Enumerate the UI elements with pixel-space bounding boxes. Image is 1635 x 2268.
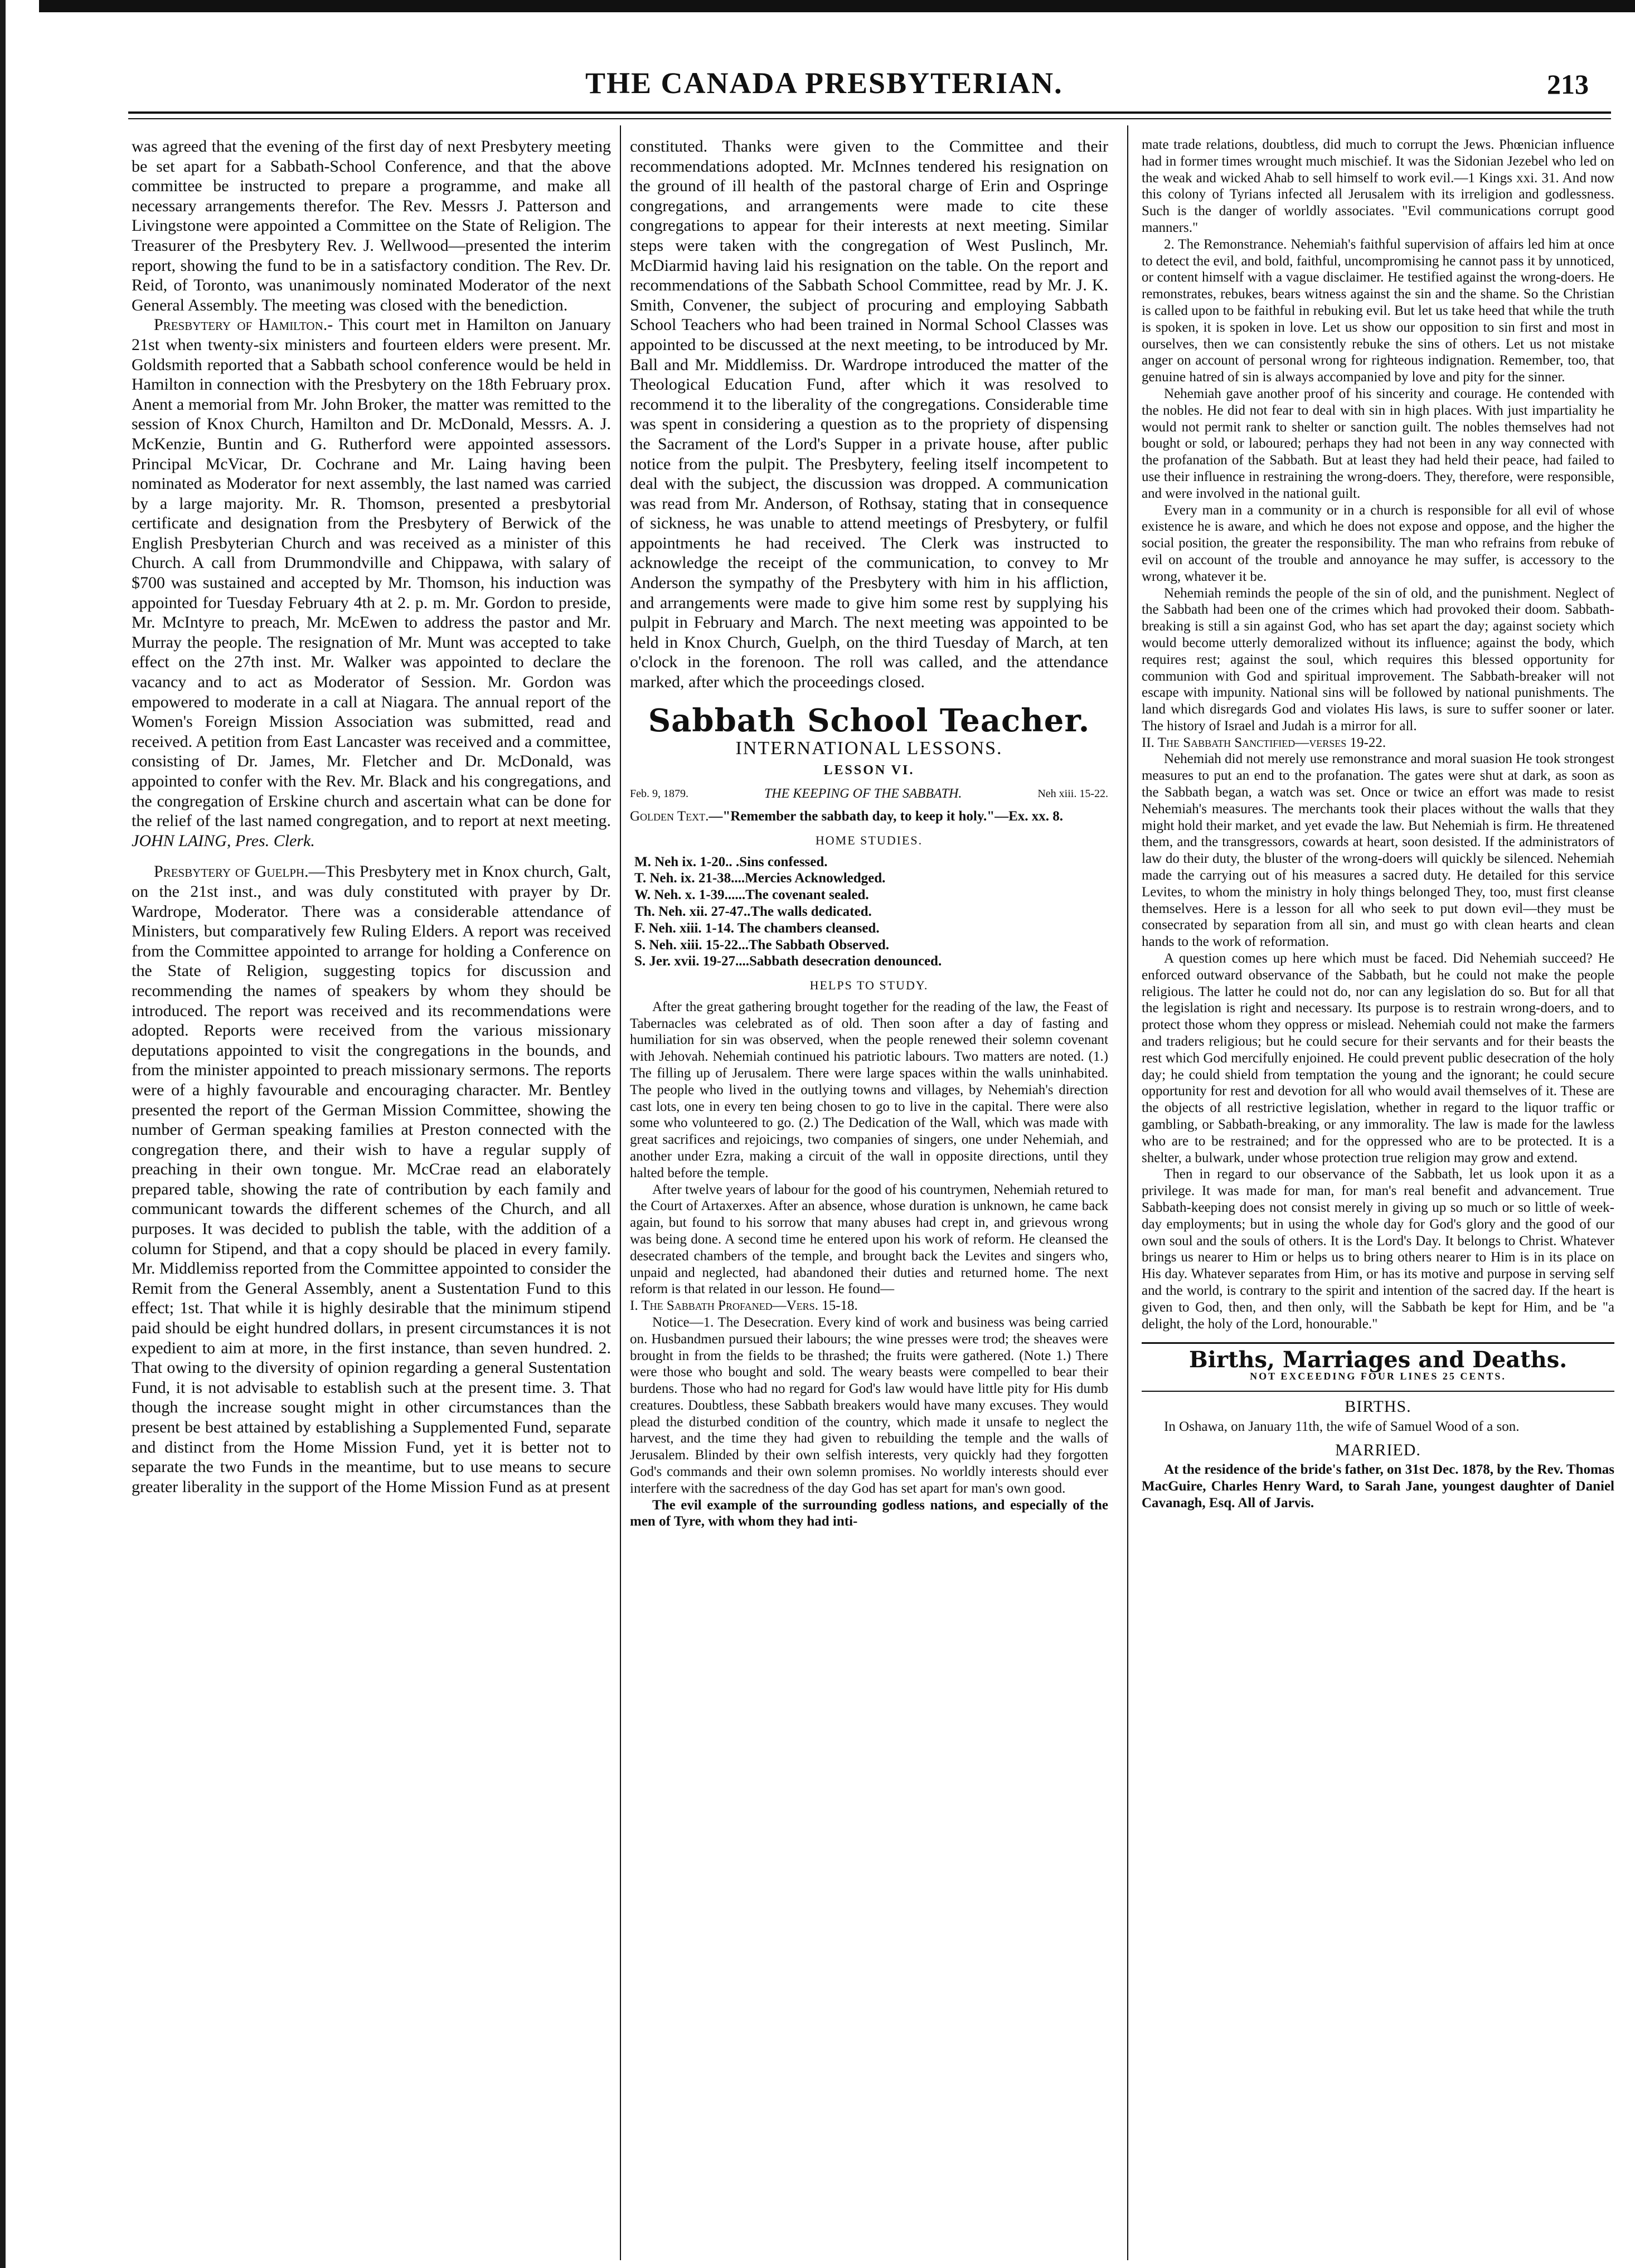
list-item: S. Neh. xiii. 15-22...The Sabbath Observed. xyxy=(634,937,890,953)
golden-label: Golden Text. xyxy=(630,809,709,824)
list-item: M. Neh ix. 1-20.. .Sins confessed. xyxy=(634,854,828,870)
married-heading: MARRIED. xyxy=(1335,1440,1421,1459)
paragraph: After the great gathering brought together for the reading of the law, the Feast of Tabernacles was celebrated as of old. Then soon after a day of fasting and humiliation for sin was observed, when the people renewed their solemn covenant with Jehovah. Nehemiah continued his patriotic labours. Two matters are noted. (1.) The filling up of Jerusalem. There were large spaces within the walls uninhabited. The people who lived in the outlying towns and villages, by Nehemiah's direction cast lots, one in every ten being chosen to go to live in the capital. There were also some who volunteered to go. (2.) The Dedication of the Wall, which was made with great sacrifices and rejoicings, two companies of singers, one under Nehemiah, and another under Ezra, making a circuit of the wall in opposite directions, until they halted before the temple. xyxy=(630,999,1108,1181)
top-border-bar xyxy=(39,0,1635,12)
paragraph: The evil example of the surrounding godless nations, and especially of the men of Tyre, with whom they had inti- xyxy=(630,1497,1108,1529)
paragraph: Nehemiah did not merely use remonstrance and moral suasion He took strongest measures to put an end to the profanation. The gates were shut at dark, as soon as the Sabbath began, a watch was set. Once or twice an effort was made to resist Nehemiah's measures. The merchants took their places without the walls that they might hold their market, and yet evade the law. But Nehemiah is firm. He threatened them, and the transgressors, cowards at heart, soon desisted. If the administrators of law do their duty, the bluster of the wrong-doers will quickly be silenced. Nehemiah made the carrying out of his measures a sacred duty. He detailed for this service Levites, to whom the ministry in holy things belonged They, too, must first cleanse themselves. Here is a lesson for all who seek to put down evil—they must be consecrated by separation from all sin, and must go with clean hearts and clean hands to the work of reformation. xyxy=(1142,751,1614,950)
list-item: T. Neh. ix. 21-38....Mercies Acknowledged. xyxy=(634,871,886,886)
golden-text xyxy=(630,808,1108,825)
paragraph: Notice—1. The Desecration. Every kind of work and business was being carried on. Husbandmen pursued their labours; the wine presses were trod; the sheaves were brought in from the fields to be thrashed; the fruits were gathered. (Note 1.) There were those who bought and sold. The weary beasts were compelled to bear their burdens. Those who had no regard for God's law would have little pity for His dumb creatures. Doubtless, these Sabbath breakers would have many excuses. They would plead the disturbed condition of the country, which made it unsafe to neglect the harvest, and the time they had given to rebuilding the temple and the walls of Jerusalem. Blinded by their own selfish interests, very quickly had they forgotten God's commands and their own solemn promises. No worldly interests should ever interfere with the sacredness of the day God has set apart for man's own good. xyxy=(630,1314,1108,1496)
home-studies-heading: HOME STUDIES. xyxy=(815,833,923,847)
paragraph: mate trade relations, doubtless, did much to corrupt the Jews. Phœnician influence had in former times wrought much mischief. It was the Sidonian Jezebel who led on the weak and wicked Ahab to sell himself to work evil.—1 Kings xxi. 31. And now this colony of Tyrians infected all Jerusalem with its irreligion and godlessness. Such is the danger of worldly associates. "Evil communications corrupt good manners." xyxy=(1142,137,1614,235)
paragraph: constituted. Thanks were given to the Committee and their recommendations adopted. Mr. McInnes tendered his resignation on the ground of ill health of the pastoral charge of Erin and Ospringe congregations, and arrangements were made to cite these congregations to appear for their interests at next meeting. Similar steps were taken with the congregation of West Puslinch, Mr. McDiarmid having laid his resignation on the table. On the report and recommendations of the Sabbath School Committee, read by Mr. J. K. Smith, Convener, the subject of procuring and employing Sabbath School Teachers who had been trained in Normal School Classes was appointed to be discussed at the next meeting, to be introduced by Mr. Ball and Mr. Middlemiss. Dr. Wardrope introduced the matter of the Theological Education Fund, after which it was resolved to recommend it to the liberality of the congregations. Considerable time was spent in considering a question as to the propriety of dispensing the Sacrament of the Lord's Supper in a private house, after public notice from the pulpit. The Presbytery, feeling itself incompetent to deal with the subject, the discussion was dropped. A communication was read from Mr. Anderson, of Rothsay, stating that in consequence of sickness, he was unable to attend meetings of Presbytery, or fulfil appointments he had received. The Clerk was instructed to acknowledge the receipt of the communication, to convey to Mr Anderson the sympathy of the Presbytery with him in his affliction, and arrangements were made to give him some rest by supplying his pulpit in February and March. The next meeting was appointed to be held in Knox Church, Guelph, on the third Tuesday of March, at ten o'clock in the forenoon. The roll was called, and the attendance marked, after which the proceedings closed. xyxy=(630,137,1108,692)
signature: JOHN LAING, Pres. Clerk. xyxy=(132,831,315,850)
section-heading: II. The Sabbath Sanctified—verses 19-22. xyxy=(1142,735,1386,750)
lesson-line xyxy=(630,786,1108,803)
section-divider xyxy=(1142,1391,1614,1392)
helps-heading: HELPS TO STUDY. xyxy=(809,978,929,993)
column-3 xyxy=(1142,137,1614,1512)
page-number: 213 xyxy=(1547,69,1589,100)
lesson-number: LESSON VI. xyxy=(823,763,915,778)
column-2 xyxy=(630,137,1108,1530)
list-item: W. Neh. x. 1-39......The covenant sealed. xyxy=(634,887,869,903)
list-item: F. Neh. xiii. 1-14. The chambers cleansed. xyxy=(634,920,880,936)
bmd-heading: Births, Marriages and Deaths. xyxy=(1188,1347,1568,1373)
married-notice: At the residence of the bride's father, on 31st Dec. 1878, by the Rev. Thomas MacGuire, Charles Henry Ward, to Sarah Jane, youngest daughter of Daniel Cavanagh, Esq. All of Jarvis. xyxy=(1142,1462,1614,1511)
section-lead: Presbytery of Guelph. xyxy=(154,862,309,881)
lessons-title: INTERNATIONAL LESSONS. xyxy=(735,738,1003,759)
paragraph: 2. The Remonstrance. Nehemiah's faithful supervision of affairs led him at once to detect the evil, and bold, faithful, uncompromising he cannot pass it by unnoticed, or content himself with a vague disclaimer. He testified against the wrong-doers. He remonstrates, rebukes, bears witness against the sin and the shame. So the Christian is called upon to be faithful in rebuking evil. But let us take heed that while the truth is spoken, it is spoken in love. Let us show our opposition to sin first and most in ourselves, then we can consistently rebuke the sins of others. Let us not mistake anger on account of personal wrong for righteous indignation. Remember, too, that genuine hatred of sin is always accompanied by love and pity for the sinner. xyxy=(1142,236,1614,385)
paragraph: Nehemiah gave another proof of his sincerity and courage. He contended with the nobles. He did not fear to deal with sin in high places. With just impartiality he would not permit rank to shelter or sanction guilt. The nobles themselves had not bought or sold, or laboured; perhaps they had not been in any way connected with the profanation of the Sabbath. But at least they had held their peace, had failed to use their influence in restraining the wrong-doers. They, therefore, were responsible, and were involved in the national guilt. xyxy=(1142,386,1614,501)
paragraph: Every man in a community or in a church is responsible for all evil of whose existence he is aware, and which he does not expose and oppose, and the higher the social position, the greater the responsibility. The man who refrains from rebuke of evil on account of the trouble and annoyance he may suffer, is accessory to the wrong, whatever it be. xyxy=(1142,502,1614,584)
paragraph xyxy=(132,862,611,1497)
bmd-subheading: NOT EXCEEDING FOUR LINES 25 CENTS. xyxy=(1250,1371,1506,1382)
header-rule xyxy=(128,111,1611,114)
paragraph: Nehemiah reminds the people of the sin of old, and the punishment. Neglect of the Sabbath had been one of the crimes which had provoked their doom. Sabbath-breaking is still a sin against God, who has set apart the day; against society which would become utterly demoralized without its influence; against the body, which requires rest; against the soul, which requires this blessed opportunity for communion with God and spiritual improvement. The Sabbath-breaker will not escape with impunity. National sins will be followed by national punishments. The land which disregards God and violates His laws, is sure to suffer sooner or later. The history of Israel and Judah is a mirror for all. xyxy=(1142,585,1614,734)
home-studies-list xyxy=(634,854,1108,970)
paragraph: After twelve years of labour for the good of his countrymen, Nehemiah retured to the Court of Artaxerxes. After an absence, whose duration is unknown, he came back again, but found to his sorrow that many abuses had crept in, and grievous wrong was being done. A second time he entered upon his work of reform. He cleansed the desecrated chambers of the temple, and brought back the Levites and singers who, unpaid and neglected, had abandoned their duties and returned home. The next reform is that related in our lesson. He found— xyxy=(630,1182,1108,1297)
golden-text-body: —"Remember the sabbath day, to keep it holy."—Ex. xx. 8. xyxy=(709,809,1064,824)
births-notice: In Oshawa, on January 11th, the wife of Samuel Wood of a son. xyxy=(1164,1419,1520,1434)
section-lead: Presbytery of Hamilton. xyxy=(154,315,328,334)
column-rule-1 xyxy=(620,125,621,2260)
paragraph: Then in regard to our observance of the Sabbath, let us look upon it as a privilege. It was made for man, for man's real benefit and advancement. True Sabbath-keeping does not consist merely in giving up so much or so little of week-day employments; but in using the whole day for God's glory and the good of our own soul and the souls of others. It is the Lord's Day. It belongs to Christ. Whatever brings us nearer to Him or helps us to bring others nearer to Him is in its place on His day. Whatever separates from Him, or has its motive and purpose in serving self and the world, is contrary to the spirit and intention of the sacred day. If the heart is given to God, then, and then only, will the Sabbath be kept for Him, and be "a delight, the holy of the Lord, honourable." xyxy=(1142,1167,1614,1332)
helps-body xyxy=(630,999,1108,1531)
section-divider xyxy=(1142,1342,1614,1344)
paragraph: was agreed that the evening of the first day of next Presbytery meeting be set apart for a Sabbath-School Conference, and that the above committee be instructed to prepare a programme, and make all necessary arrangements therefor. The Rev. Messrs J. Patterson and Livingstone were appointed a Committee on the State of Religion. The Treasurer of the Presbytery Rev. J. Wellwood—presented the interim report, showing the fund to be in a satisfactory condition. The Rev. Dr. Reid, of Toronto, was unanimously nominated Moderator of the next General Assembly. The meeting was closed with the benediction. xyxy=(132,137,611,314)
section-banner: Sabbath School Teacher. xyxy=(648,702,1090,739)
lesson-name: THE KEEPING OF THE SABBATH. xyxy=(764,786,962,802)
list-item: Th. Neh. xii. 27-47..The walls dedicated. xyxy=(634,904,872,919)
running-title: THE CANADA PRESBYTERIAN. xyxy=(585,66,1063,100)
paragraph-text: - This court met in Hamilton on January 21st when twenty-six ministers and fourteen elders were present. Mr. Goldsmith reported that a Sabbath school conference would be held in Hamilton in connection with the Presbytery on the 18th February prox. Anent a memorial from Mr. John Broker, the matter was remitted to the session of Knox Church, Hamilton and Dr. McDonald, Messrs. A. J. McKenzie, Buntin and G. Rutherford were appointed assessors. Principal McVicar, Dr. Cochrane and Mr. Laing having been nominated as Moderator for next assembly, the last named was carried by a large majority. Mr. R. Thomson, presented a presbytorial certificate and designation from the Presbytery of Berwick of the English Presbyterian Church and was received as a minister of this Church. A call from Drummondville and Chippawa, with salary of $700 was sustained and accepted by Mr. Thomson, his induction was appointed for Tuesday February 4th at 2. p. m. Mr. Gordon to preside, Mr. McIntyre to preach, Mr. McEwen to address the pastor and Mr. Murray the people. The resignation of Mr. Munt was accepted to take effect on the 27th inst. Mr. Walker was appointed to declare the vacancy and to act as Moderator of Session. Mr. Gordon was empowered to moderate in a call at Niagara. The annual report of the Women's Foreign Mission Association was submitted, read and received. A petition from East Lancaster was received and a committee, consisting of Dr. James, Mr. Fletcher and Dr. McDonald, was appointed to confer with the Rev. Mr. Black and his congregations, and the congregation of Erskine church and ascertain what can be done for the relief of the last named congregation, and to report at next meeting. xyxy=(132,315,611,831)
paragraph: A question comes up here which must be faced. Did Nehemiah succeed? He enforced outward observance of the Sabbath, but he could not make the people religious. The latter he could not do, nor can any legislation do so. But for all that the legislation is right and necessary. Its purpose is to restrain wrong-doers, and to protect those whom they oppress or mislead. Nehemiah could not make the farmers and traders religious; but he could secure for their servants and for their beasts the rest which God mercifully enjoined. He could prevent public desecration of the holy day; he could shield from temptation the young and the ignorant; he could secure opportunity for rest and devotion for all who would avail themselves of it. These are the objects of all restrictive legislation, whether in regard to the liquor traffic or gambling, or Sabbath-breaking, or any immorality. The law is made for the lawless who are to be restrained; and for the oppressed who are to be protected. It is a shelter, a bulwark, under whose protection true religion may grow and extend. xyxy=(1142,951,1614,1165)
header-rule-thin xyxy=(128,118,1611,119)
page-edge-rule xyxy=(0,0,6,2268)
column-1 xyxy=(132,137,611,1497)
section-heading: I. The Sabbath Profaned—Vers. 15-18. xyxy=(630,1298,858,1314)
column-rule-2 xyxy=(1127,125,1128,2260)
paragraph-text: —This Presbytery met in Knox church, Galt, on the 21st inst., and was duly constituted with prayer by Dr. Wardrope, Moderator. There was a considerable attendance of Ministers, but comparatively few Ruling Elders. A report was received from the Committee appointed to arrange for holding a Conference on the State of Religion, suggesting topics for discussion and recommending the names of speakers by whom they should be introduced. The report was received and its recommendations were adopted. Reports were received from the various missionary deputations appointed to visit the congregations in the bounds, and from the minister appointed to preach missionary sermons. The reports were of a highly favourable and encouraging character. Mr. Bentley presented the report of the German Mission Committee, showing the number of German speaking families at Preston connected with the congregation there, and their wish to have a regular supply of preaching in their own tongue. Mr. McCrae read an elaborately prepared table, showing the rate of contribution by each family and communicant towards the different schemes of the Church, and all purposes. It was decided to publish the table, with the addition of a column for Stipend, and that a copy should be placed in every family. Mr. Middlemiss reported from the Committee appointed to consider the Remit from the General Assembly, anent a Sustentation Fund to this effect; 1st. That while it is highly desirable that the minimum stipend paid should be eight hundred dollars, in present circumstances it is not expedient to aim at more, in the first instance, than seven hundred. 2. That owing to the diversity of opinion regarding a general Sustentation Fund, it is not advisable to establish such at the present time. 3. That though the increase sought might in other circumstances than the present be best attained by establishing a Supplemented Fund, separate and distinct from the Home Mission Fund, yet it is better not to separate the two Funds in the meantime, but to use means to secure greater liberality in the support of the Home Mission Fund as at present xyxy=(132,862,611,1496)
lesson-date: Feb. 9, 1879. xyxy=(630,788,688,800)
births-heading: BIRTHS. xyxy=(1345,1397,1411,1416)
lesson-reference: Neh xiii. 15-22. xyxy=(1037,788,1108,800)
paragraph xyxy=(132,315,611,851)
list-item: S. Jer. xvii. 19-27....Sabbath desecration denounced. xyxy=(634,954,942,969)
